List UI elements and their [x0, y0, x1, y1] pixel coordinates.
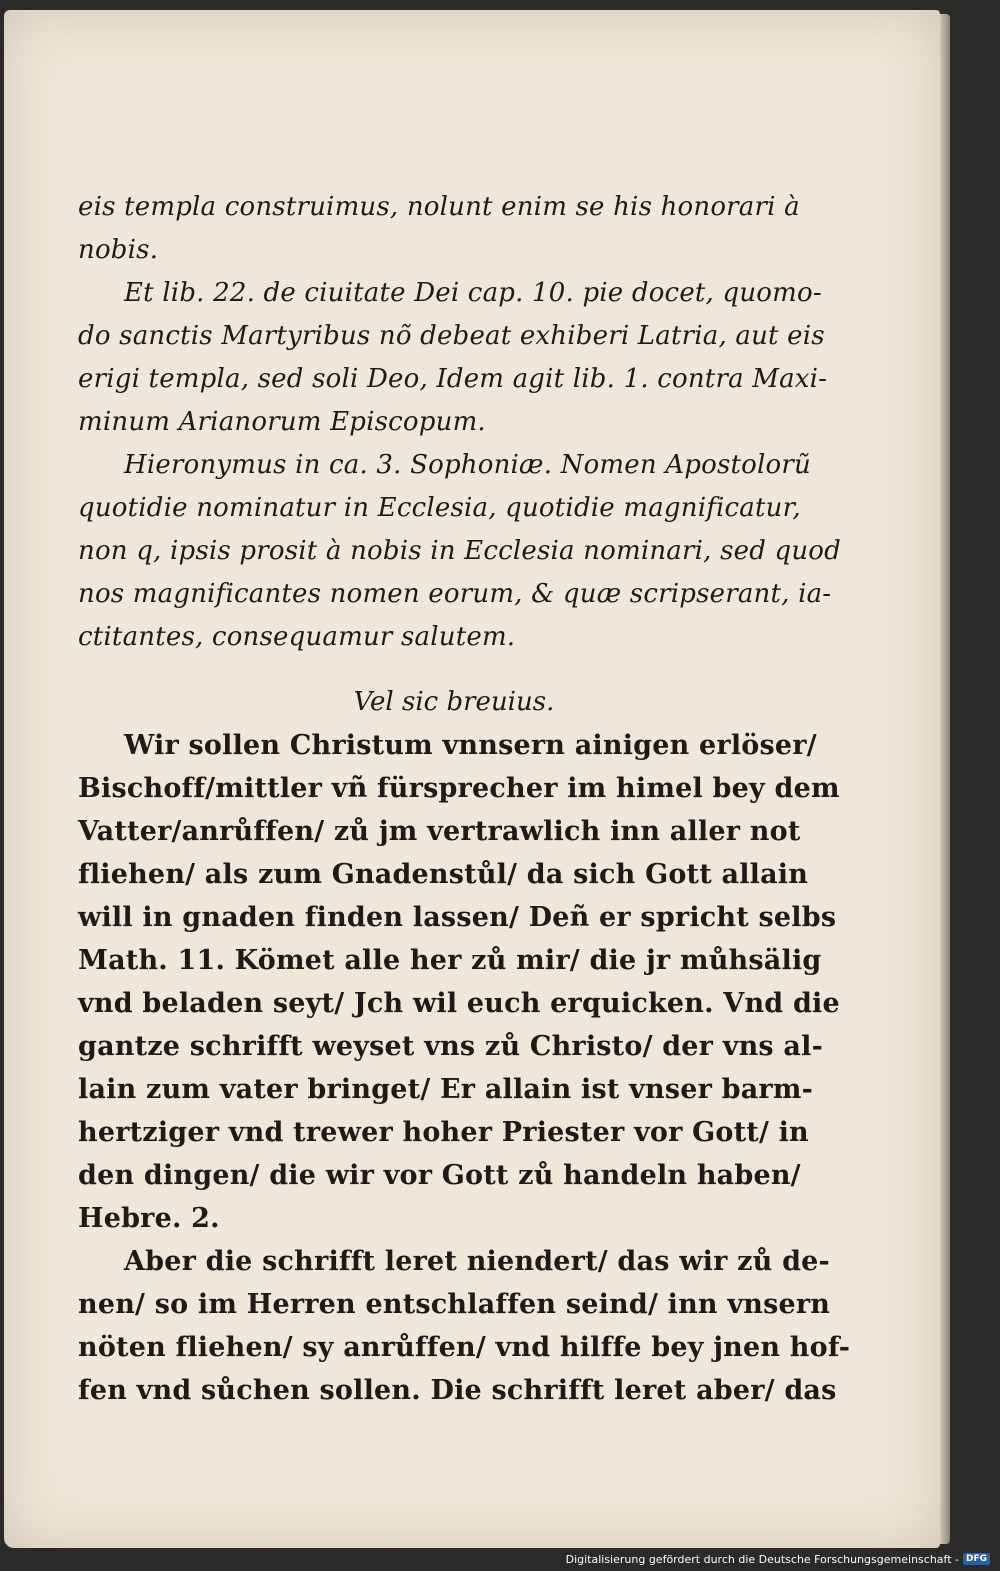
- dfg-logo: DFG: [963, 1553, 990, 1565]
- latin-line: ctitantes, consequamur salutem.: [78, 622, 516, 652]
- german-line: Math. 11. Kömet alle her zů mir/ die jr můhsälig: [78, 945, 822, 976]
- german-line: Vatter/anrůffen/ zů jm vertrawlich inn aller not: [78, 816, 801, 847]
- page-text: [78, 186, 851, 1412]
- german-line: Aber die schrifft leret niendert/ das wir zů de-: [124, 1246, 830, 1277]
- german-line: gantze schrifft weyset vns zů Christo/ der vns al-: [78, 1031, 823, 1062]
- german-line: fliehen/ als zum Gnadenstůl/ da sich Gott allain: [78, 859, 809, 890]
- latin-line: do sanctis Martyribus nõ debeat exhiberi Latria, aut eis: [78, 321, 825, 351]
- german-line: den dingen/ die wir vor Gott zů handeln haben/: [78, 1160, 801, 1191]
- german-line: will in gnaden finden lassen/ Deñ er spricht selbs: [78, 902, 837, 933]
- latin-line: nobis.: [78, 235, 159, 265]
- latin-line: minum Arianorum Episcopum.: [78, 407, 486, 437]
- section-gap: [78, 659, 790, 681]
- latin-line: nos magnificantes nomen eorum, & quæ scripserant, ia-: [78, 579, 832, 609]
- funding-credit: Digitalisierung gefördert durch die Deutsche Forschungsgemeinschaft -: [565, 1552, 959, 1566]
- german-line: Bischoff/mittler vñ fürsprecher im himel bey dem: [78, 773, 840, 804]
- latin-line: non q, ipsis prosit à nobis in Ecclesia nominari, sed quod: [78, 536, 841, 566]
- latin-line: quotidie nominatur in Ecclesia, quotidie magnificatur,: [78, 493, 801, 523]
- german-line: nen/ so im Herren entschlaffen seind/ inn vnsern: [78, 1289, 831, 1320]
- german-line: fen vnd sůchen sollen. Die schrifft leret aber/ das: [78, 1375, 837, 1406]
- german-line: Hebre. 2.: [78, 1203, 220, 1234]
- footer-credit: [566, 1551, 990, 1567]
- latin-line: eis templa construimus, nolunt enim se his honorari à: [78, 192, 800, 222]
- german-line: hertziger vnd trewer hoher Priester vor Gott/ in: [78, 1117, 809, 1148]
- latin-line: erigi templa, sed soli Deo, Idem agit lib. 1. contra Maxi-: [78, 364, 828, 394]
- latin-line: Hieronymus in ca. 3. Sophoniæ. Nomen Apostolorũ: [124, 450, 811, 480]
- german-line: nöten fliehen/ sy anrůffen/ vnd hilffe bey jnen hof-: [78, 1332, 851, 1363]
- section-heading: Vel sic breuius.: [353, 687, 555, 717]
- german-line: vnd beladen seyt/ Jch wil euch erquicken. Vnd die: [78, 988, 840, 1019]
- german-line: lain zum vater bringet/ Er allain ist vnser barm-: [78, 1074, 814, 1105]
- latin-line: Et lib. 22. de ciuitate Dei cap. 10. pie docet, quomo-: [124, 278, 822, 308]
- german-line: Wir sollen Christum vnnsern ainigen erlöser/: [124, 730, 817, 761]
- page-edge: [940, 14, 950, 1544]
